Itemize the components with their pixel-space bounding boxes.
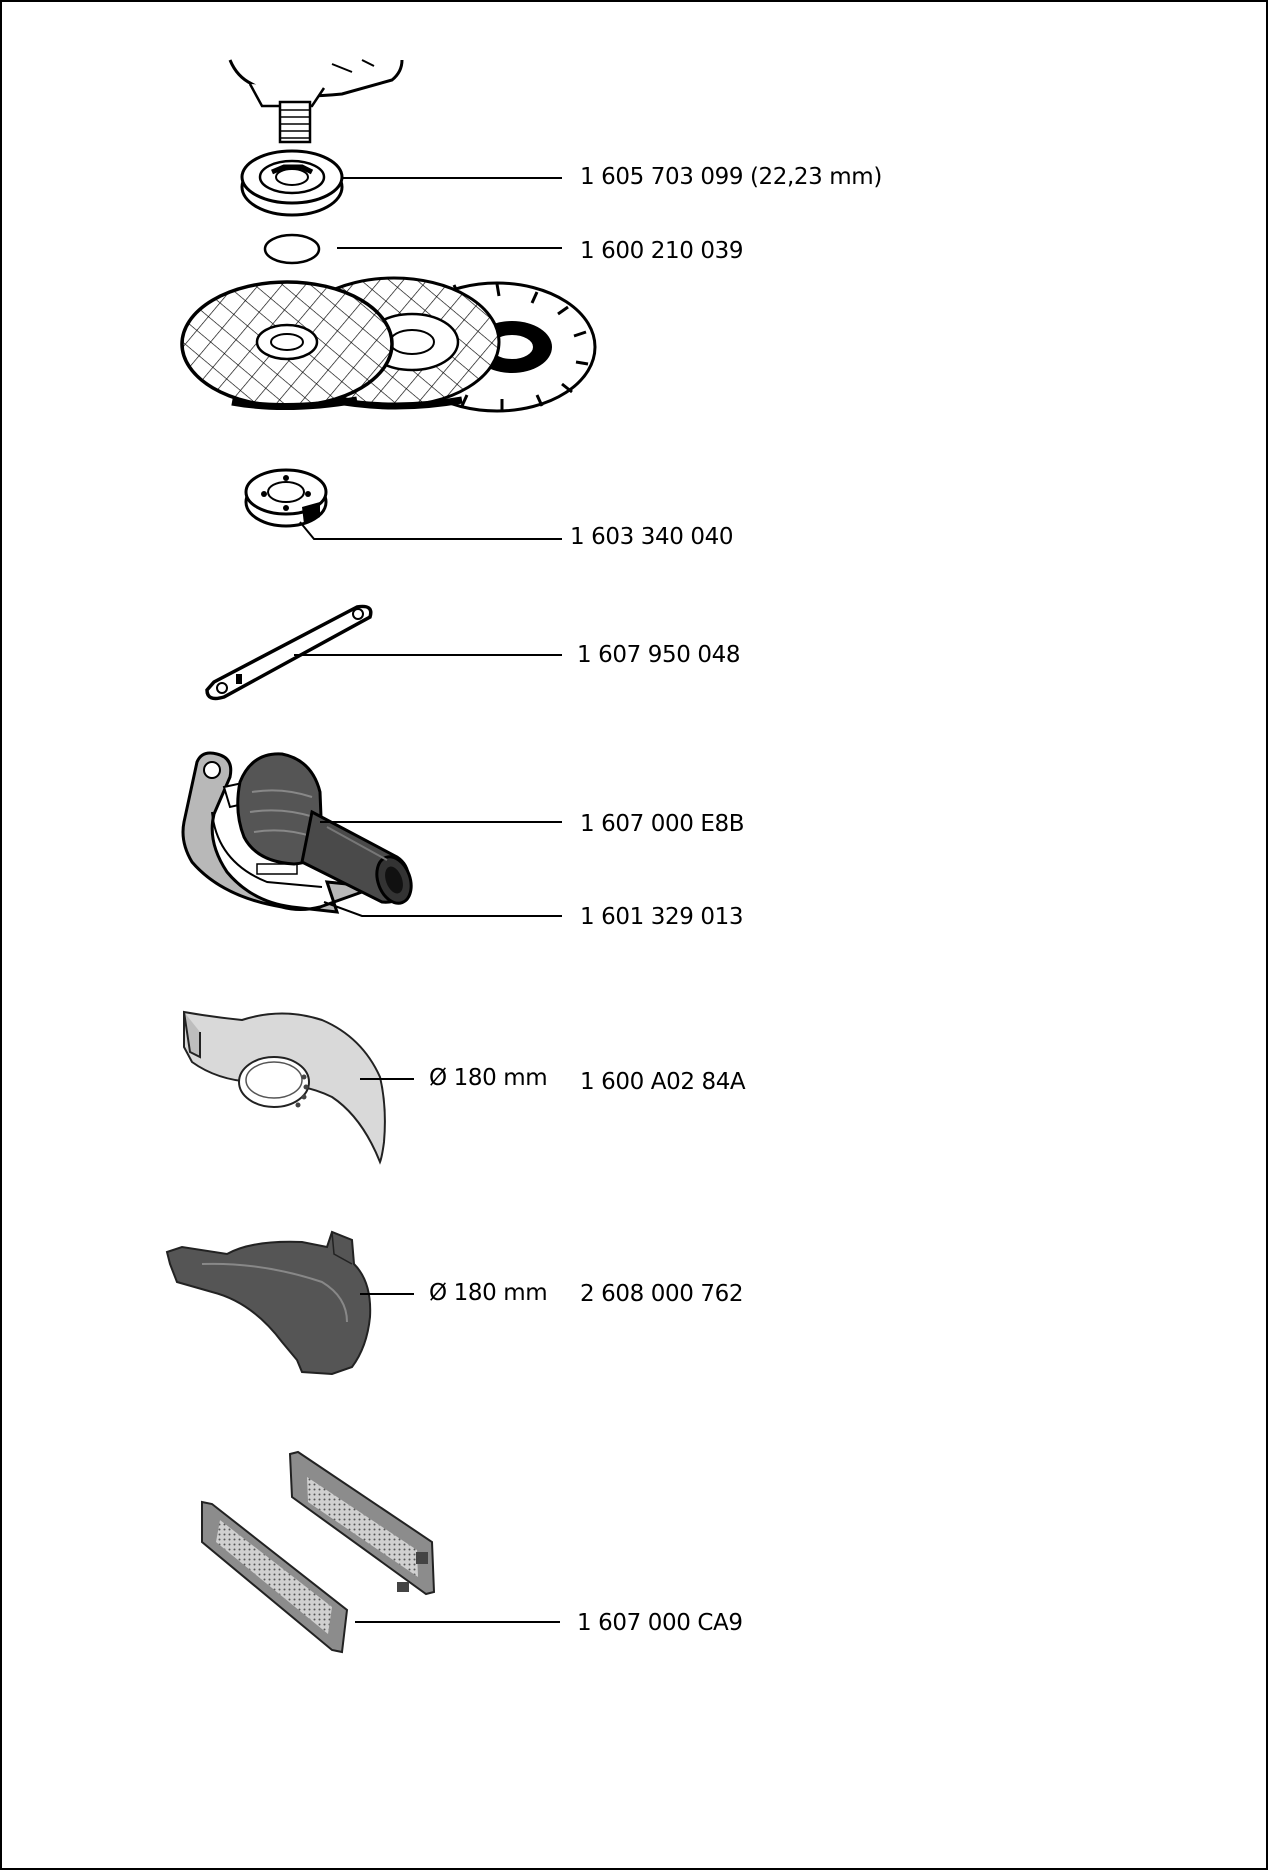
spindle-illustration [230, 60, 402, 142]
grinding-guard-illustration [184, 1012, 385, 1162]
part-number-side-handle: 1 607 000 E8B [580, 811, 745, 837]
part-number-dust-filter: 1 607 000 CA9 [577, 1610, 743, 1636]
part-number-flange: 1 605 703 099 (22,23 mm) [580, 164, 882, 190]
side-handle-illustration [183, 753, 417, 912]
discs-illustration [182, 278, 595, 411]
part-number-hand-guard: 1 601 329 013 [580, 904, 744, 930]
pin-spanner-illustration [207, 606, 371, 698]
cutting-guard-illustration [167, 1232, 370, 1374]
clamping-nut-illustration [246, 470, 326, 526]
diameter-cutting-guard: Ø 180 mm [429, 1280, 548, 1306]
exploded-parts-drawing [2, 2, 1268, 1870]
part-number-clamping-nut: 1 603 340 040 [570, 524, 734, 550]
part-number-o-ring: 1 600 210 039 [580, 238, 744, 264]
part-number-grinding-guard: 1 600 A02 84A [580, 1069, 746, 1095]
part-number-pin-spanner: 1 607 950 048 [577, 642, 741, 668]
o-ring-illustration [265, 235, 319, 263]
diameter-grinding-guard: Ø 180 mm [429, 1065, 548, 1091]
part-number-cutting-guard: 2 608 000 762 [580, 1281, 744, 1307]
flange-illustration [242, 151, 342, 215]
